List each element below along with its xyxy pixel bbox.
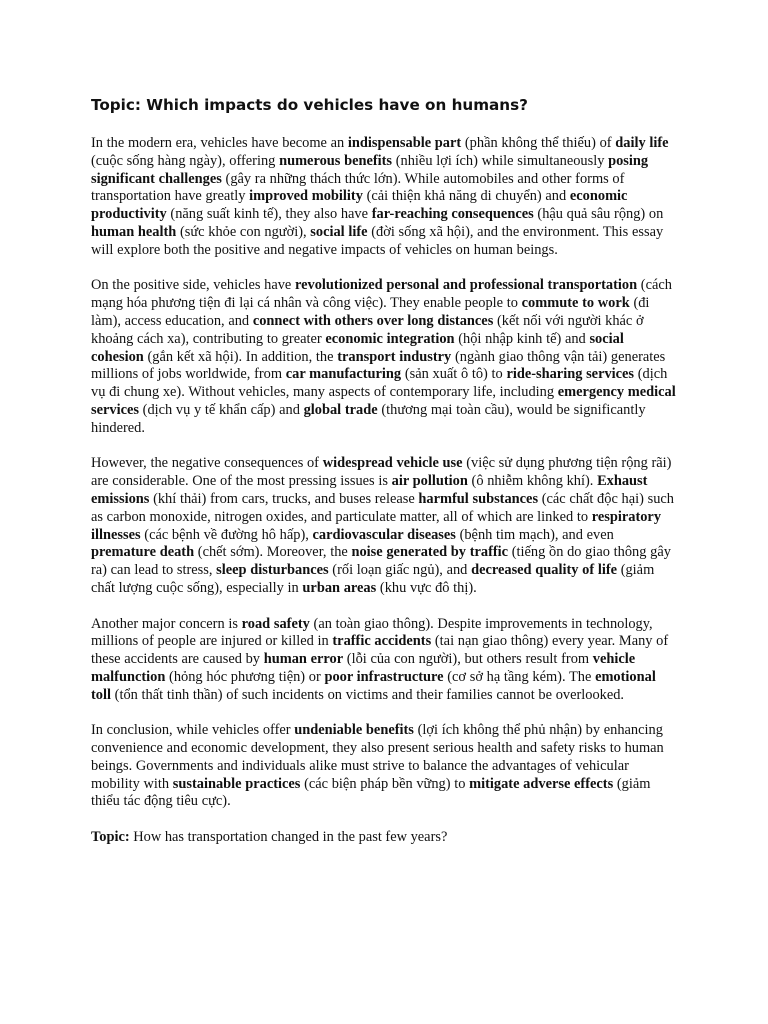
paragraph-text: Another major concern is — [91, 615, 242, 632]
key-phrase: transport industry — [337, 348, 452, 365]
key-phrase: undeniable benefits — [294, 722, 414, 739]
key-phrase: widespread vehicle use — [322, 455, 463, 472]
key-phrase: indispensable part — [347, 135, 462, 151]
key-phrase: connect with others over long distances — [252, 312, 494, 329]
paragraph-text: (việc sử dụng phương tiện rộng rãi) are considerable. One of the most pressing issues is — [91, 455, 672, 490]
paragraph-text: (nhiều lợi ích) while simultaneously — [392, 152, 609, 169]
paragraph-text: (chết sớm). Moreover, the — [194, 544, 352, 561]
key-phrase: revolutionized personal and professional transportation — [295, 277, 638, 294]
paragraph-text: (các bệnh về đường hô hấp), — [140, 526, 313, 543]
paragraph-text: (lỗi của con người), but others result from — [343, 651, 593, 668]
paragraph-text: (giảm chất lượng cuộc sống), especially in — [91, 562, 655, 596]
topic-heading-text: Which impacts do vehicles have on humans? — [140, 96, 528, 114]
key-phrase: car manufacturing — [285, 366, 402, 383]
paragraph-text: (hậu quả sâu rộng) on — [533, 206, 664, 223]
paragraph-text: (gắn kết xã hội). In addition, the — [143, 348, 338, 365]
paragraph-text: On the positive side, vehicles have — [91, 277, 296, 294]
paragraph-text: However, the negative consequences of — [91, 455, 323, 472]
key-phrase: global trade — [303, 401, 378, 418]
key-phrase: road safety — [241, 615, 310, 632]
paragraph-road-safety — [91, 616, 679, 705]
key-phrase: air pollution — [391, 473, 468, 490]
key-phrase: improved mobility — [249, 188, 363, 205]
paragraph-text: (tiếng ồn do giao thông gây ra) can lead to stress, — [91, 544, 671, 579]
paragraph-text: (rối loạn giấc ngủ), and — [328, 562, 472, 579]
key-phrase: far-reaching consequences — [371, 206, 534, 223]
key-phrase: harmful substances — [418, 490, 539, 507]
paragraph-negative-impacts — [91, 455, 679, 597]
key-phrase: respiratory illnesses — [91, 508, 662, 543]
key-phrase: sustainable practices — [172, 775, 301, 792]
document-body — [91, 94, 679, 847]
paragraph-text: (tổn thất tinh thần) of such incidents on victims and their families cannot be overlooked. — [110, 686, 625, 703]
key-phrase: economic integration — [325, 330, 455, 347]
paragraph-text: (lợi ích không thể phủ nhận) by enhancing convenience and economic development, they also present serious health and safety risks to human beings. Governments and individuals alike must strive to balance the advantages of vehicular mobility with — [91, 722, 664, 792]
topic-heading — [91, 94, 679, 116]
key-phrase: economic productivity — [91, 188, 628, 223]
paragraph-text: In conclusion, while vehicles offer — [91, 722, 295, 739]
paragraph-text: (hỏng hóc phương tiện) or — [165, 668, 325, 685]
next-topic — [91, 829, 679, 847]
paragraph-text: (tai nạn giao thông) every year. Many of these accidents are caused by — [91, 633, 669, 668]
key-phrase: Exhaust emissions — [91, 473, 648, 507]
paragraph-text: (cải thiện khả năng di chuyển) and — [362, 188, 570, 205]
key-phrase: traffic accidents — [332, 633, 432, 650]
paragraph-text: (đời sống xã hội), and the environment. This essay will explore both the positive and negative impacts of vehicles on human beings. — [91, 223, 664, 258]
key-phrase: human error — [263, 651, 344, 668]
paragraph-text: (năng suất kinh tế), they also have — [166, 206, 372, 223]
key-phrase: emotional toll — [91, 668, 656, 703]
key-phrase: social cohesion — [91, 330, 624, 365]
key-phrase: mitigate adverse effects — [469, 775, 614, 792]
paragraph-text: (kết nối với người khác ở khoảng cách xa), contributing to greater — [91, 312, 644, 347]
paragraph-text: (ô nhiễm không khí). — [467, 473, 598, 490]
paragraph-text: (cuộc sống hàng ngày), offering — [91, 152, 280, 169]
key-phrase: daily life — [615, 135, 669, 151]
key-phrase: sleep disturbances — [216, 562, 329, 579]
key-phrase: noise generated by traffic — [351, 544, 509, 561]
paragraph-positive-impacts — [91, 277, 679, 437]
paragraph-text: (dịch vụ đi chung xe). Without vehicles, many aspects of contemporary life, including — [91, 366, 668, 401]
paragraph-text: In the modern era, vehicles have become an — [91, 135, 348, 151]
paragraph-text: (sức khỏe con người), — [176, 223, 311, 240]
key-phrase: premature death — [91, 544, 195, 561]
key-phrase: numerous benefits — [279, 152, 393, 169]
paragraph-text: (khí thải) from cars, trucks, and buses release — [149, 490, 419, 507]
paragraph-text: (cách mạng hóa phương tiện đi lại cá nhân và công việc). They enable people to — [91, 277, 672, 312]
paragraph-text: (giảm thiểu tác động tiêu cực). — [91, 775, 651, 810]
key-phrase: urban areas — [302, 579, 377, 596]
key-phrase: cardiovascular diseases — [312, 526, 456, 543]
paragraph-conclusion — [91, 722, 679, 811]
paragraph-text: (các biện pháp bền vững) to — [300, 775, 470, 792]
paragraph-text: (bệnh tim mạch), and even — [455, 526, 614, 543]
key-phrase: poor infrastructure — [324, 668, 444, 685]
key-phrase: decreased quality of life — [471, 562, 617, 579]
key-phrase: commute to work — [521, 295, 630, 312]
paragraph-text: (khu vực đô thị). — [376, 579, 477, 596]
key-phrase: ride-sharing services — [506, 366, 635, 383]
paragraph-text: (sản xuất ô tô) to — [401, 366, 507, 383]
paragraph-text: (dịch vụ y tế khẩn cấp) and — [138, 401, 304, 418]
key-phrase: human health — [91, 223, 177, 240]
next-topic-label: Topic: — [91, 829, 130, 846]
paragraph-text: (ngành giao thông vận tải) generates millions of jobs worldwide, from — [91, 348, 666, 383]
key-phrase: social life — [310, 223, 368, 240]
paragraph-text: (gây ra những thách thức lớn). While automobiles and other forms of transportation have greatly — [91, 170, 625, 205]
paragraph-introduction — [91, 135, 679, 260]
paragraph-text: (an toàn giao thông). Despite improvements in technology, millions of people are injured or killed in — [91, 615, 653, 650]
paragraph-text: (hội nhập kinh tế) and — [454, 330, 590, 347]
paragraph-text: (phần không thể thiếu) of — [461, 135, 616, 151]
next-topic-text: How has transportation changed in the past few years? — [129, 829, 448, 846]
paragraph-text: (thương mại toàn cầu), would be significantly hindered. — [91, 401, 646, 436]
paragraph-text: (đi làm), access education, and — [91, 295, 650, 329]
key-phrase: vehicle malfunction — [91, 651, 636, 685]
paragraph-text: (cơ sở hạ tầng kém). The — [443, 668, 596, 685]
key-phrase: posing significant challenges — [91, 152, 649, 187]
paragraph-text: (các chất độc hại) such as carbon monoxide, nitrogen oxides, and particulate matter, all of which are linked to — [91, 490, 674, 525]
topic-heading-label: Topic: — [91, 96, 141, 114]
key-phrase: emergency medical services — [91, 384, 676, 418]
